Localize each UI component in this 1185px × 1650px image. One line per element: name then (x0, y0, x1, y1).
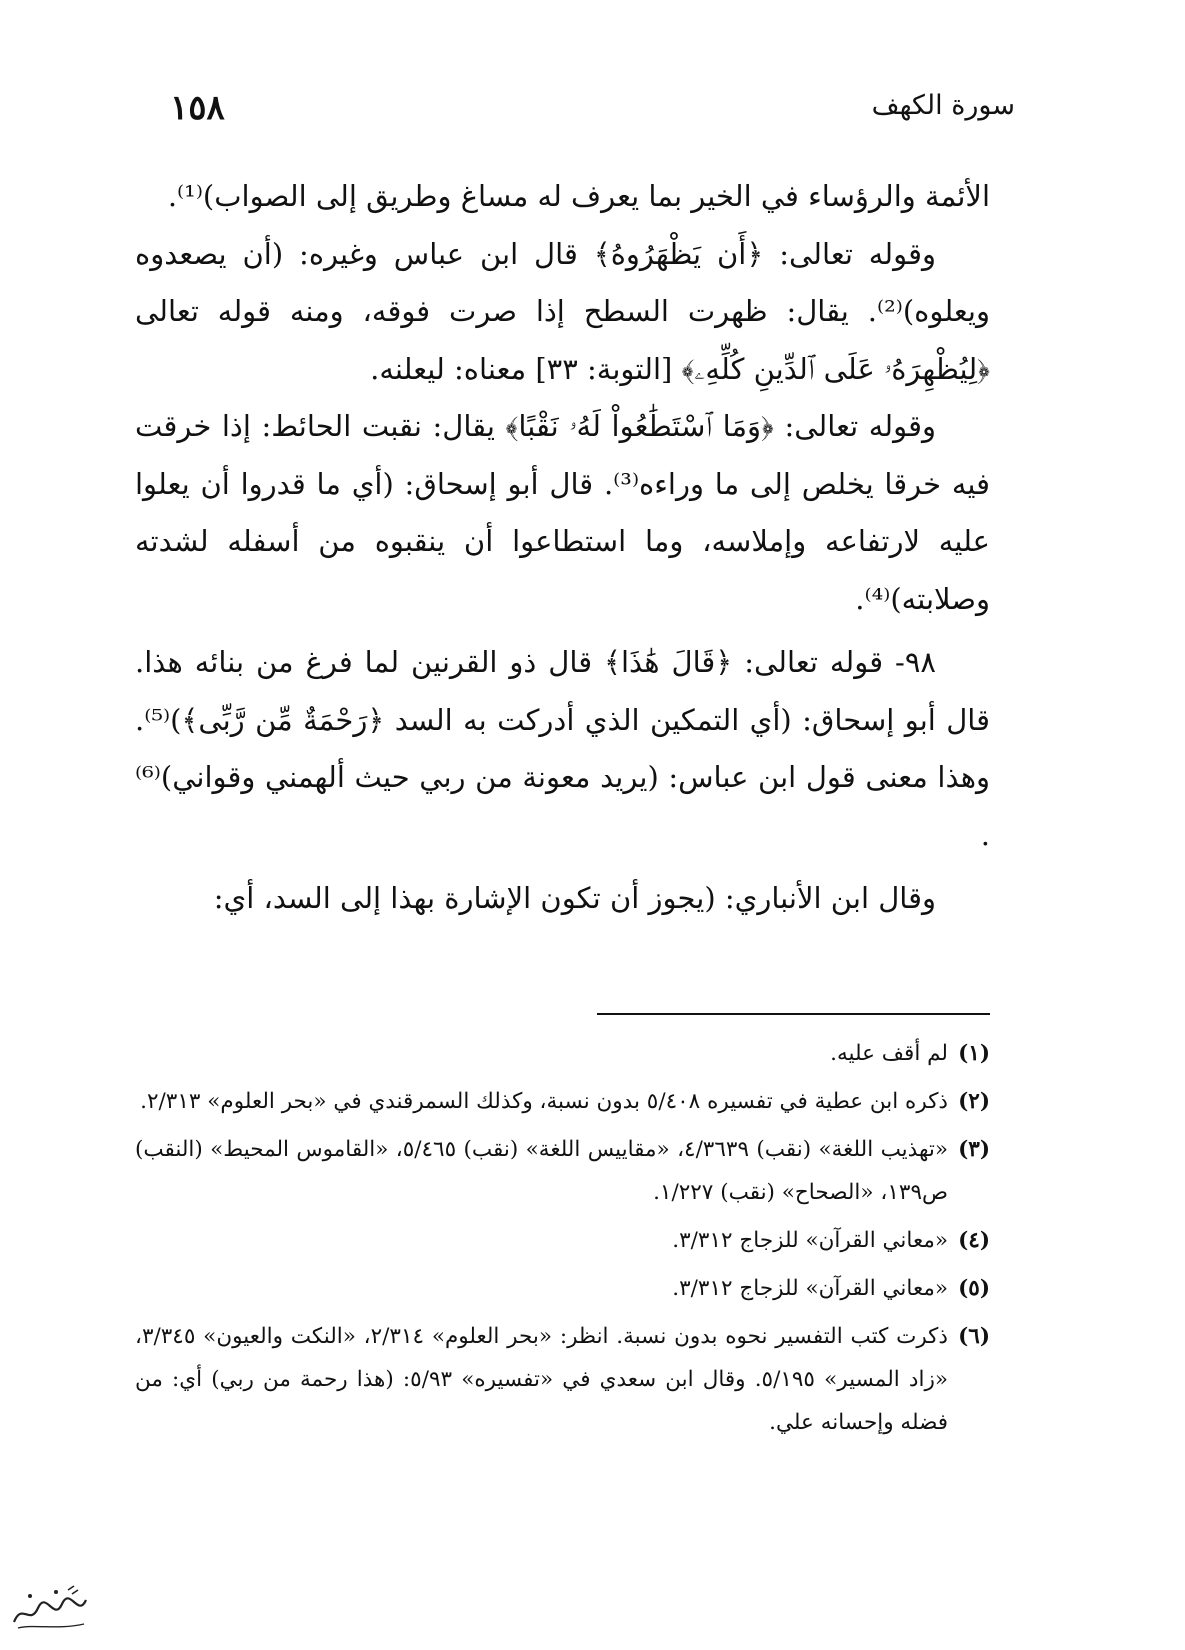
page-header (170, 88, 1015, 138)
body-paragraph: وقال ابن الأنباري: (يجوز أن تكون الإشارة بهذا إلى السد، أي: (213, 881, 936, 915)
footnote (135, 1080, 990, 1123)
footnote (135, 1267, 990, 1310)
footnote (135, 1128, 990, 1214)
footnote-number: (٤) (958, 1228, 990, 1253)
footnote-number: (٦) (958, 1324, 990, 1349)
main-text (135, 168, 990, 928)
body-paragraph: الأئمة والرؤساء في الخير بما يعرف له مساغ وطريق إلى الصواب)⁽¹⁾. (167, 179, 990, 213)
footnote-number: (٢) (958, 1089, 990, 1114)
footnote (135, 1032, 990, 1075)
body-paragraph: وقوله تعالى: ﴿وَمَا ٱسْتَطَٰعُواْ لَهُۥ نَقْبًا﴾ يقال: نقبت الحائط: إذا خرقت فيه خرقا يخلص إلى ما وراءه⁽³⁾. قال أبو إسحاق: (أي ما قدروا أن يعلوا عليه لارتفاعه وإملاسه، وما استطاعوا أن ينقبوه من أسفله لشدته وصلابته)⁽⁴⁾. (135, 409, 990, 616)
footnote-number: (٣) (958, 1137, 990, 1162)
body-paragraph: ٩٨- قوله تعالى: ﴿قَالَ هَٰذَا﴾ قال ذو القرنين لما فرغ من بنائه هذا. قال أبو إسحاق: (أي التمكين الذي أدركت به السد ﴿رَحْمَةٌ مِّن رَّبِّى﴾)⁽⁵⁾. وهذا معنى قول ابن عباس: (يريد معونة من ربي حيث ألهمني وقواني)⁽⁶⁾ . (135, 645, 990, 852)
footnotes (135, 1032, 990, 1449)
body-paragraph: وقوله تعالى: ﴿أَن يَظْهَرُوهُ﴾ قال ابن عباس وغيره: (أن يصعدوه ويعلوه)⁽²⁾. يقال: ظهرت السطح إذا صرت فوقه، ومنه قوله تعالى ﴿لِيُظْهِرَهُۥ عَلَى ٱلدِّينِ كُلِّهِۦ﴾ [التوبة: ٣٣] معناه: ليعلنه. (135, 236, 990, 386)
footnote-text: ذكره ابن عطية في تفسيره ٥/٤٠٨ بدون نسبة، وكذلك السمرقندي في «بحر العلوم» ٢/٣١٣. (140, 1089, 948, 1114)
footnote (135, 1219, 990, 1262)
footnote-text: «معاني القرآن» للزجاج ٣/٣١٢. (672, 1228, 948, 1253)
running-title: سورة الكهف (871, 90, 1015, 121)
footnote-divider (597, 1013, 990, 1015)
footnote-text: ذكرت كتب التفسير نحوه بدون نسبة. انظر: «بحر العلوم» ٢/٣١٤، «النكت والعيون» ٣/٣٤٥، «زاد المسير» ٥/١٩٥. وقال ابن سعدي في «تفسيره» ٥/٩٣: (هذا رحمة من ربي) أي: من فضله وإحسانه علي. (135, 1324, 948, 1435)
footnote-number: (٥) (958, 1276, 990, 1301)
footnote-text: «تهذيب اللغة» (نقب) ٤/٣٦٣٩، «مقاييس اللغة» (نقب) ٥/٤٦٥، «القاموس المحيط» (النقب) ص١٣٩، «الصحاح» (نقب) ١/٢٢٧. (135, 1137, 949, 1205)
footnote-text: لم أقف عليه. (830, 1041, 948, 1066)
footnote-number: (١) (958, 1041, 990, 1066)
footnote-text: «معاني القرآن» للزجاج ٣/٣١٢. (672, 1276, 948, 1301)
page-number: ١٥٨ (170, 88, 225, 128)
publisher-logo-icon (8, 1582, 90, 1634)
footnote (135, 1315, 990, 1444)
